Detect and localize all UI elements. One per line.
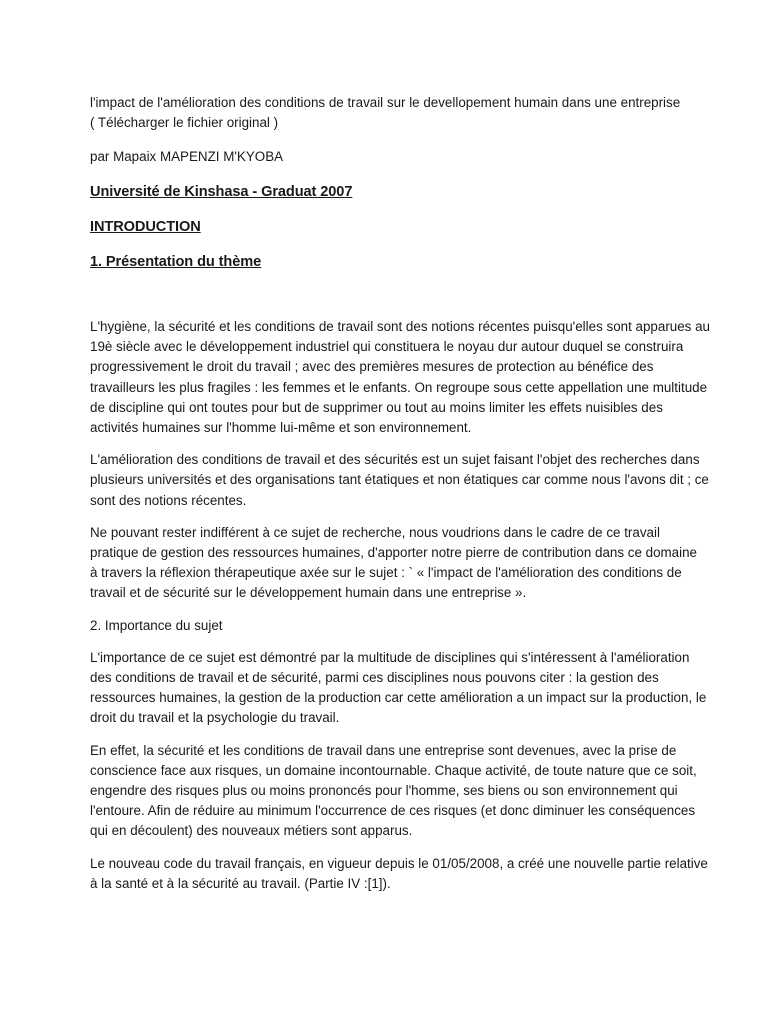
paragraph-risques xyxy=(90,741,697,842)
paragraph-line: des conditions de travail et de sécurité, parmi ces disciplines nous pouvons citer : la gestion des xyxy=(90,670,659,686)
paragraph-hygiene xyxy=(90,317,710,438)
paragraph-line: à travers la réflexion thérapeutique axée sur le sujet : ` « l'impact de l'amélioration des conditions de xyxy=(90,565,682,581)
paragraph-line: engendre des risques plus ou moins prononcés pour l'homme, ses biens ou son environnement qui xyxy=(90,783,678,799)
university-heading: Université de Kinshasa - Graduat 2007 xyxy=(90,184,353,200)
paragraph-line: activités humaines sur l'homme lui-même et son environnement. xyxy=(90,420,472,436)
paragraph-line: de discipline qui ont toutes pour but de supprimer ou tout au moins limiter les effets nuisibles des xyxy=(90,399,663,415)
paragraph-line: Le nouveau code du travail français, en vigueur depuis le 01/05/2008, a créé une nouvelle partie relative xyxy=(90,855,708,871)
paragraph-line: conscience face aux risques, un domaine incontournable. Chaque activité, de toute nature que ce soit, xyxy=(90,762,697,778)
document-title-line: l'impact de l'amélioration des conditions de travail sur le devellopement humain dans une entreprise xyxy=(90,95,681,110)
paragraph-line: travail et de sécurité sur le développement humain dans une entreprise ». xyxy=(90,585,527,601)
paragraph-line: à la santé et à la sécurité au travail. (Partie IV :[1]). xyxy=(90,875,391,891)
paragraph-line: plusieurs universités et des organisations tant étatiques et non étatiques car comme nous l'avons dit ; ce xyxy=(90,472,709,488)
paragraph-importance xyxy=(90,648,707,729)
paragraph-line: 19è siècle avec le développement industriel qui constituera le noyau dur autour duquel se construira xyxy=(90,339,684,355)
paragraph-line: progressivement le droit du travail ; avec des premières mesures de protection au bénéfice des xyxy=(90,359,654,375)
paragraph-line: droit du travail et la psychologie du travail. xyxy=(90,710,340,726)
introduction-heading: INTRODUCTION xyxy=(90,219,201,235)
paragraph-line: L'hygiène, la sécurité et les conditions de travail sont des notions récentes puisqu'elles sont apparues au xyxy=(90,319,710,334)
paragraph-line: En effet, la sécurité et les conditions de travail dans une entreprise sont devenues, avec la prise de xyxy=(90,742,677,758)
paragraph-contribution xyxy=(90,523,697,604)
paragraph-line: L'importance de ce sujet est démontré par la multitude de disciplines qui s'intéressent à l'amélioration xyxy=(90,649,690,665)
paragraph-line: pratique de gestion des ressources humaines, d'apporter notre pierre de contribution dans ce domaine xyxy=(90,545,697,561)
paragraph-code-travail xyxy=(90,854,708,894)
paragraph-line: ressources humaines, la gestion de la production car cette amélioration a un impact sur la production, le xyxy=(90,690,707,706)
paragraph-line: sont des notions récentes. xyxy=(90,492,247,508)
document-page xyxy=(90,93,710,894)
paragraph-line: travailleurs les plus fragiles : les femmes et le enfants. On regroupe sous cette appellation une multitude xyxy=(90,379,708,395)
section-2-heading: 2. Importance du sujet xyxy=(90,617,223,633)
section-1-heading: 1. Présentation du thème xyxy=(90,254,262,270)
author-line: par Mapaix MAPENZI M'KYOBA xyxy=(90,149,284,164)
paragraph-line: Ne pouvant rester indifférent à ce sujet de recherche, nous voudrions dans le cadre de ce travail xyxy=(90,524,660,540)
paragraph-amelioration xyxy=(90,450,709,511)
paragraph-line: L'amélioration des conditions de travail et des sécurités est un sujet faisant l'objet des recherches dans xyxy=(90,452,700,468)
paragraph-line: qui en découlent) des nouveaux métiers sont apparus. xyxy=(90,823,413,839)
paragraph-line: l'entoure. Afin de réduire au minimum l'occurrence de ces risques (et donc diminuer les conséquences xyxy=(90,803,696,819)
download-original-link[interactable]: ( Télécharger le fichier original ) xyxy=(90,115,279,130)
